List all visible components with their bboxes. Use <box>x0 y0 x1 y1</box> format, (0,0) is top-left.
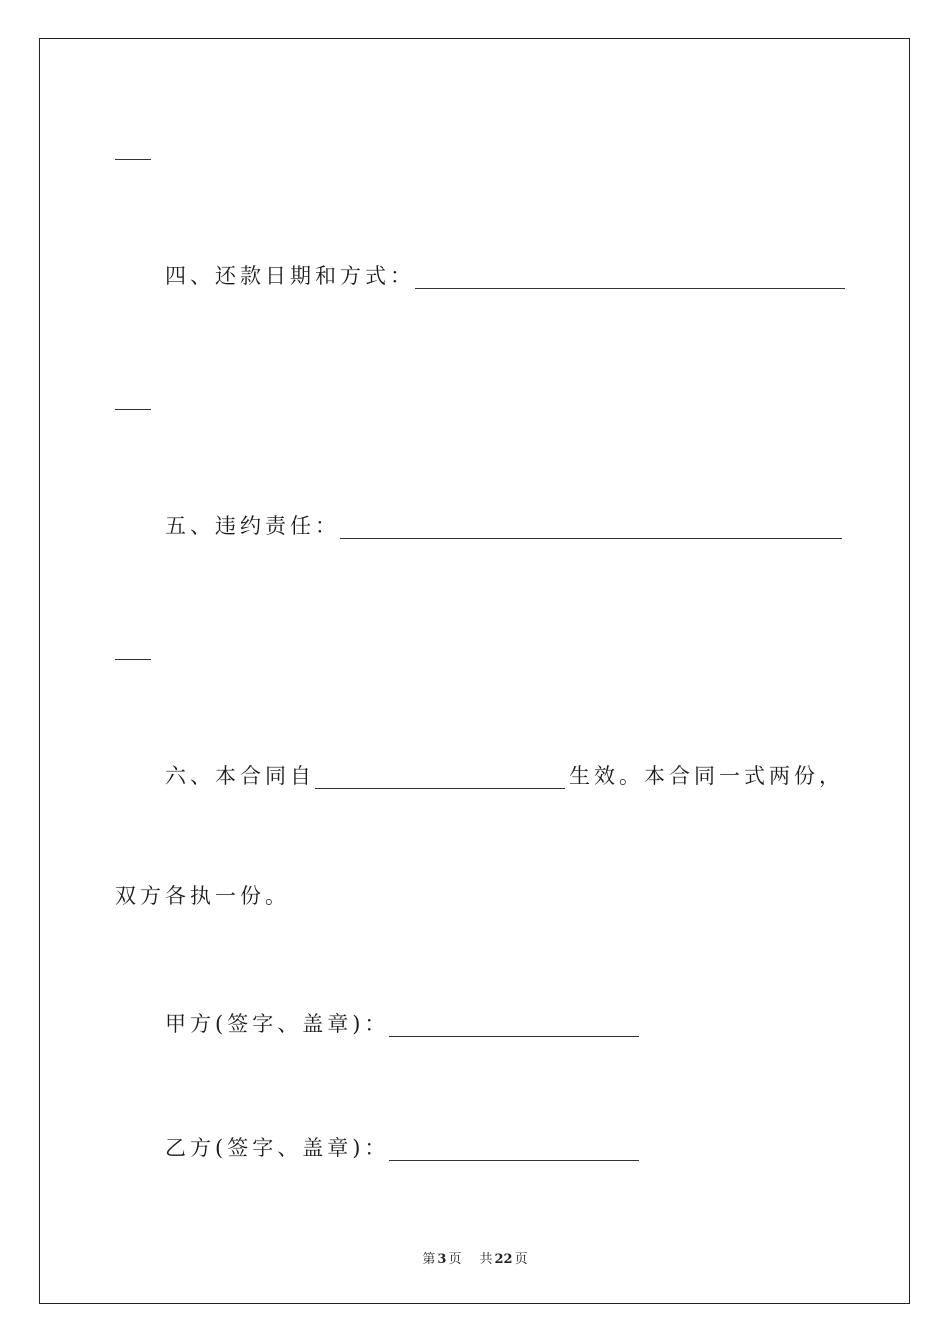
clause-six-prefix: 六、本合同自 <box>165 764 315 788</box>
blank-line-continuation-2 <box>115 409 151 410</box>
party-a-label: 甲方(签字、盖章)： <box>165 1012 390 1036</box>
footer-total-pre: 共 <box>479 1252 493 1267</box>
footer-total-pages: 22 <box>494 1252 513 1267</box>
footer-page-number: 3 <box>437 1252 447 1267</box>
footer-page-pre: 第 <box>422 1252 436 1267</box>
clause-six <box>165 762 844 790</box>
clause-five-blank[interactable] <box>340 518 842 539</box>
signature-party-b <box>165 1134 639 1162</box>
clause-four-label: 四、还款日期和方式： <box>165 264 415 288</box>
clause-six-date-blank[interactable] <box>315 768 565 789</box>
footer-total-post: 页 <box>514 1252 528 1267</box>
footer-page-post: 页 <box>448 1252 462 1267</box>
party-b-signature-blank[interactable] <box>389 1140 639 1161</box>
signature-party-a <box>165 1010 639 1038</box>
clause-six-suffix: 生效。本合同一式两份， <box>569 764 844 788</box>
clause-four <box>165 262 845 290</box>
page-footer <box>0 1248 950 1267</box>
clause-six-continuation <box>115 882 290 910</box>
clause-five <box>165 512 842 540</box>
clause-six-continuation-text: 双方各执一份。 <box>115 884 290 908</box>
page-border <box>39 38 910 1304</box>
party-a-signature-blank[interactable] <box>389 1016 639 1037</box>
clause-five-label: 五、违约责任： <box>165 514 340 538</box>
party-b-label: 乙方(签字、盖章)： <box>165 1136 390 1160</box>
blank-line-continuation-1 <box>115 159 151 160</box>
blank-line-continuation-3 <box>115 659 151 660</box>
clause-four-blank[interactable] <box>415 268 845 289</box>
